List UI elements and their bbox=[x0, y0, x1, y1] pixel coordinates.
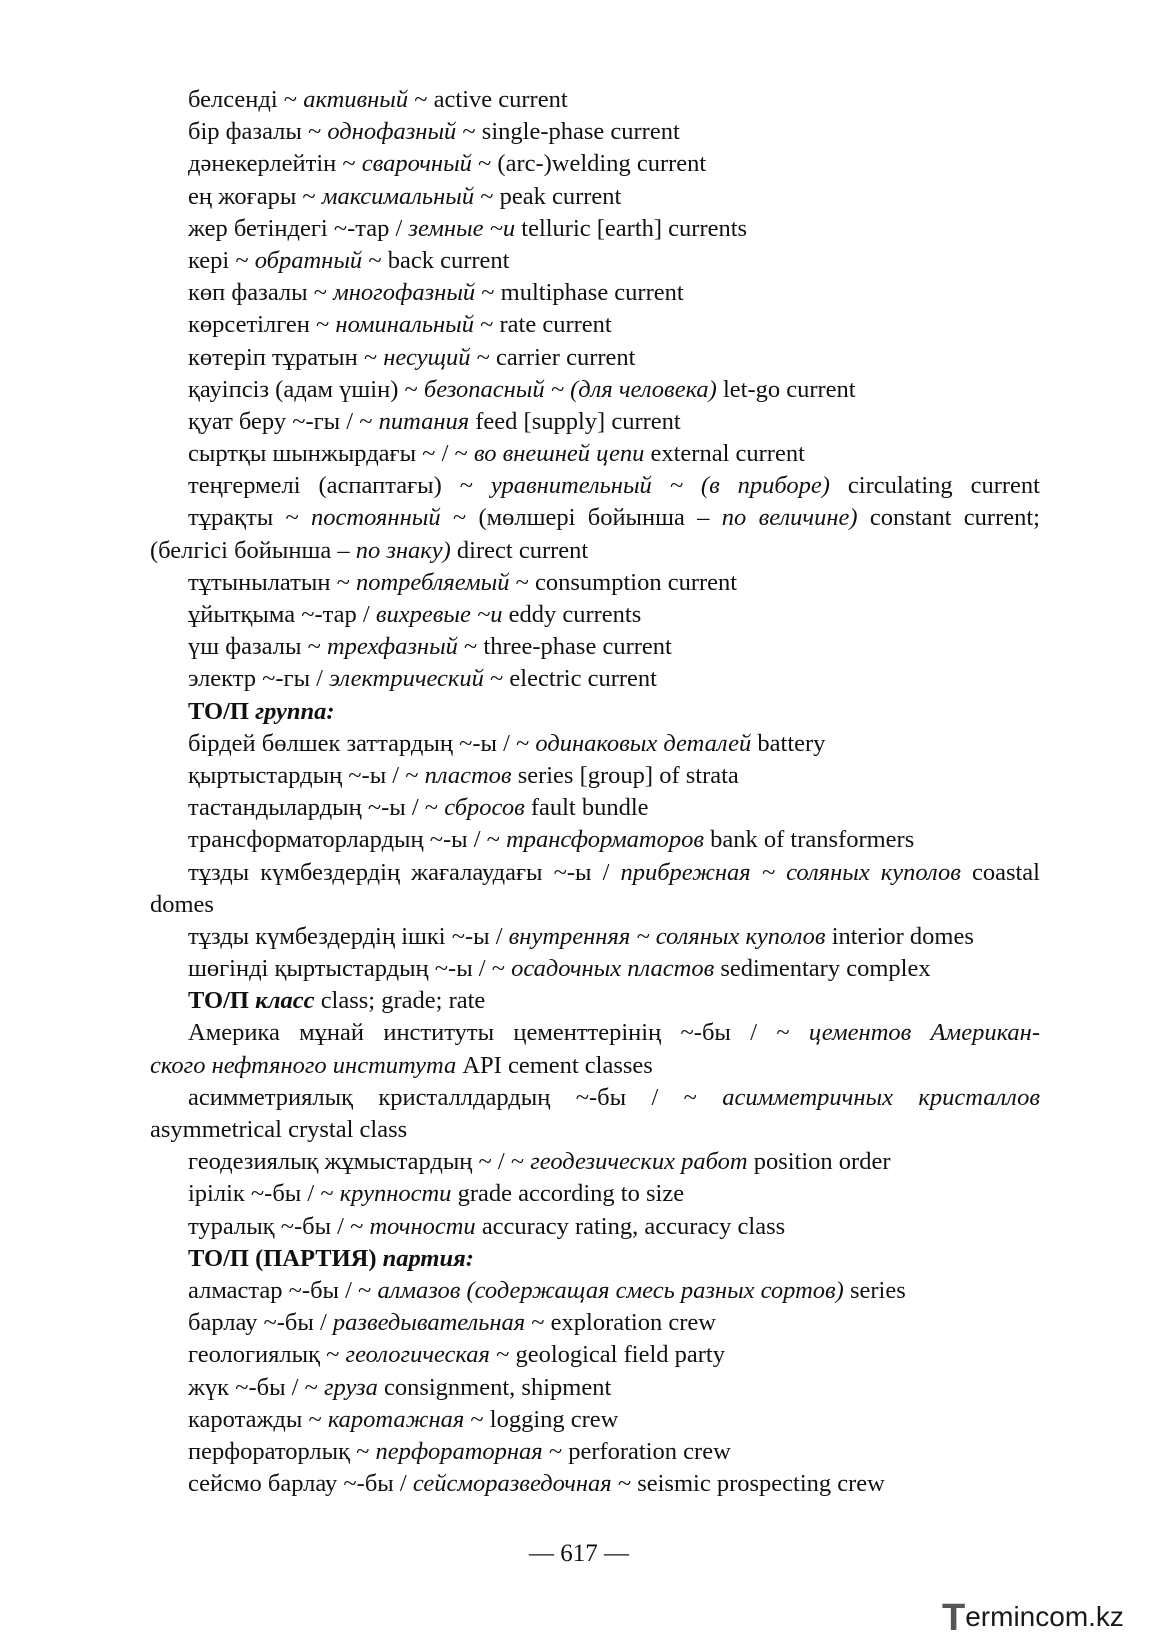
page-number: — 617 — bbox=[529, 1540, 629, 1567]
entry-line bbox=[150, 1243, 1040, 1275]
entry-text-italic: осадочных пластов bbox=[511, 955, 715, 983]
entry-line bbox=[150, 277, 1040, 309]
entry-line bbox=[150, 438, 1040, 470]
entry-line bbox=[150, 1050, 1040, 1082]
entry-line bbox=[150, 535, 1040, 567]
entry-text-italic: по величине) bbox=[721, 504, 858, 532]
entry-text: шөгінді қыртыстардың ~-ы / ~ bbox=[188, 955, 512, 983]
entry-line bbox=[150, 245, 1040, 277]
entry-text: let-go current bbox=[716, 375, 856, 403]
entry-line bbox=[150, 1339, 1040, 1371]
entry-text: үш фазалы ~ bbox=[188, 633, 327, 661]
entry-text-italic: номинальный bbox=[335, 311, 475, 339]
entry-text: ~ back current bbox=[362, 246, 510, 274]
entry-line bbox=[150, 760, 1040, 792]
entry-text-italic: по знаку) bbox=[355, 536, 451, 564]
entry-text-italic: пластов bbox=[424, 761, 512, 789]
dictionary-entries bbox=[150, 84, 1040, 1500]
entry-heading: группа: bbox=[255, 697, 335, 725]
entry-text-italic: цементов Американ- bbox=[808, 1019, 1040, 1047]
entry-text: көрсетілген ~ bbox=[188, 311, 336, 339]
entry-text: көп фазалы ~ bbox=[188, 279, 334, 307]
entry-text: sedimentary complex bbox=[714, 955, 931, 983]
entry-text: геологиялық ~ bbox=[188, 1341, 346, 1369]
entry-text: accuracy rating, accuracy class bbox=[475, 1212, 786, 1240]
entry-text-italic: безопасный ~ (для человека) bbox=[423, 375, 717, 403]
entry-line bbox=[150, 599, 1040, 631]
entry-text: қуат беру ~-гы / ~ bbox=[188, 407, 379, 435]
entry-text-italic: несущий bbox=[383, 343, 471, 371]
entry-text: (белгісі бойынша – bbox=[150, 536, 356, 564]
entry-text: ~ peak current bbox=[474, 182, 622, 210]
entry-text-italic: трехфазный bbox=[326, 633, 458, 661]
entry-text: көтеріп тұратын ~ bbox=[188, 343, 384, 371]
entry-text: coastal bbox=[960, 858, 1040, 886]
entry-line bbox=[150, 953, 1040, 985]
entry-text: барлау ~-бы / bbox=[188, 1309, 333, 1337]
entry-text: ~ carrier current bbox=[470, 343, 636, 371]
entry-text: алмастар ~-бы / ~ bbox=[188, 1276, 378, 1304]
entry-text: ең жоғары ~ bbox=[188, 182, 322, 210]
entry-line bbox=[150, 213, 1040, 245]
entry-text: геодезиялық жұмыстардың ~ / ~ bbox=[188, 1148, 531, 1176]
entry-line bbox=[150, 1307, 1040, 1339]
logo-text: ermincо bbox=[965, 1601, 1065, 1632]
entry-text-italic: сбросов bbox=[444, 794, 525, 822]
entry-text: ірілік ~-бы / ~ bbox=[188, 1180, 340, 1208]
entry-text: ~ consumption current bbox=[509, 568, 738, 596]
entry-text: бір фазалы ~ bbox=[188, 118, 328, 146]
entry-line bbox=[150, 1146, 1040, 1178]
entry-text-italic: алмазов (содержащая смесь разных сортов) bbox=[377, 1276, 844, 1304]
entry-text: ~ rate current bbox=[474, 311, 612, 339]
entry-text: eddy currents bbox=[502, 601, 642, 628]
entry-text: кері ~ bbox=[188, 246, 255, 274]
entry-line bbox=[150, 1436, 1040, 1468]
entry-text: ~ logging crew bbox=[464, 1405, 619, 1433]
entry-text-italic: электрический bbox=[329, 665, 484, 693]
entry-text: direct current bbox=[450, 536, 589, 564]
entry-text: жер бетіндегі ~-тар / bbox=[188, 214, 409, 242]
entry-text: белсенді ~ bbox=[188, 86, 304, 113]
entry-text: каротажды ~ bbox=[188, 1405, 328, 1433]
entry-heading: ТО/П bbox=[188, 697, 256, 725]
entry-text: дәнекерлейтін ~ bbox=[188, 150, 362, 178]
entry-text: ~ multiphase current bbox=[475, 279, 684, 307]
entry-line bbox=[150, 921, 1040, 953]
entry-text-italic: потребляемый bbox=[355, 568, 510, 596]
entry-text-italic: однофазный bbox=[327, 118, 457, 146]
entry-line bbox=[150, 567, 1040, 599]
entry-text: external current bbox=[644, 440, 805, 468]
entry-text-italic: каротажная bbox=[327, 1405, 465, 1433]
entry-text: asymmetrical crystal class bbox=[150, 1116, 408, 1143]
entry-line bbox=[150, 792, 1040, 824]
entry-line bbox=[150, 1178, 1040, 1210]
entry-line bbox=[150, 342, 1040, 374]
entry-line bbox=[150, 502, 1040, 534]
entry-text-italic: геодезических работ bbox=[530, 1148, 748, 1176]
entry-text: ~ seismic prospecting crew bbox=[611, 1470, 885, 1498]
entry-text: перфораторлық ~ bbox=[188, 1437, 376, 1465]
entry-line bbox=[150, 889, 1040, 921]
entry-line bbox=[150, 857, 1040, 889]
entry-text: электр ~-гы / bbox=[188, 665, 330, 693]
entry-text: grade according to size bbox=[451, 1180, 685, 1208]
entry-text: domes bbox=[150, 890, 214, 918]
entry-line bbox=[150, 406, 1040, 438]
entry-text-italic: максимальный bbox=[321, 182, 475, 210]
entry-text-italic: груза bbox=[323, 1373, 378, 1401]
entry-text: тастандылардың ~-ы / ~ bbox=[188, 794, 445, 822]
entry-text: бірдей бөлшек заттардың ~-ы / ~ bbox=[188, 729, 536, 757]
entry-text: тұзды күмбездердің жағалаудағы ~-ы / bbox=[188, 858, 621, 886]
entry-text-italic: активный bbox=[303, 86, 409, 113]
logo-letter: T bbox=[942, 1597, 966, 1639]
entry-line bbox=[150, 728, 1040, 760]
entry-line bbox=[150, 1017, 1040, 1049]
entry-line bbox=[150, 1404, 1040, 1436]
entry-text: сейсмо барлау ~-бы / bbox=[188, 1470, 413, 1498]
entry-text-italic: питания bbox=[378, 407, 470, 435]
entry-text: series bbox=[843, 1276, 906, 1304]
entry-text-italic: вихревые ~и bbox=[375, 601, 503, 628]
entry-text: ~ (arc-)welding current bbox=[471, 150, 707, 178]
entry-line bbox=[150, 116, 1040, 148]
entry-heading: ТО/П (ПАРТИЯ) bbox=[188, 1244, 383, 1272]
entry-text-italic: во внешней цепи bbox=[473, 440, 645, 468]
entry-heading: ТО/П bbox=[188, 987, 256, 1015]
entry-line bbox=[150, 1275, 1040, 1307]
entry-text-italic: внутренняя ~ соляных куполов bbox=[508, 922, 826, 950]
entry-text-italic: сейсморазведочная bbox=[412, 1470, 612, 1498]
entry-text-italic: ского нефтяного института bbox=[150, 1051, 457, 1079]
entry-line bbox=[150, 696, 1040, 728]
entry-text-italic: асимметричных кристаллов bbox=[722, 1083, 1040, 1111]
entry-text: теңгермелі (аспаптағы) ~ bbox=[188, 472, 491, 500]
entry-text-italic: трансформаторов bbox=[506, 826, 704, 854]
entry-text: interior domes bbox=[825, 922, 974, 950]
entry-line bbox=[150, 374, 1040, 406]
entry-text: тұзды күмбездердің ішкі ~-ы / bbox=[188, 922, 509, 950]
entry-text: ұйытқыма ~-тар / bbox=[188, 601, 376, 628]
entry-line bbox=[150, 1211, 1040, 1243]
entry-text: ~ active current bbox=[408, 86, 568, 113]
entry-text-italic: обратный bbox=[254, 246, 363, 274]
entry-text: туралық ~-бы / ~ bbox=[188, 1212, 370, 1240]
entry-line bbox=[150, 1114, 1040, 1146]
entry-line bbox=[150, 181, 1040, 213]
entry-text: constant current; bbox=[857, 504, 1040, 532]
entry-text: consignment, shipment bbox=[377, 1373, 612, 1401]
entry-text: position order bbox=[747, 1148, 891, 1176]
entry-text-italic: прибрежная ~ соляных куполов bbox=[620, 858, 961, 886]
entry-text-italic: геологическая bbox=[345, 1341, 490, 1369]
entry-text: асимметриялық кристаллдардың ~-бы / ~ bbox=[188, 1083, 723, 1111]
entry-line bbox=[150, 631, 1040, 663]
entry-text: қыртыстардың ~-ы / ~ bbox=[188, 761, 425, 789]
entry-line bbox=[150, 148, 1040, 180]
entry-line bbox=[150, 470, 1040, 502]
logo-domain: m.kz bbox=[1064, 1601, 1124, 1632]
entry-text: class; grade; rate bbox=[314, 987, 486, 1015]
termincom-logo[interactable] bbox=[942, 1597, 1152, 1639]
entry-text: telluric [earth] currents bbox=[515, 214, 748, 242]
entry-line bbox=[150, 1372, 1040, 1404]
entry-text: bank of transformers bbox=[704, 826, 915, 854]
entry-line bbox=[150, 985, 1040, 1017]
entry-text: ~ electric current bbox=[483, 665, 657, 693]
entry-text: series [group] of strata bbox=[511, 761, 739, 789]
entry-text: ~ single-phase current bbox=[456, 118, 680, 146]
entry-text: трансформаторлардың ~-ы / ~ bbox=[188, 826, 507, 854]
entry-line bbox=[150, 309, 1040, 341]
entry-text: Америка мұнай институты цементтерінің ~-бы / ~ bbox=[188, 1019, 809, 1047]
entry-text: тұтынылатын ~ bbox=[188, 568, 356, 596]
entry-text: circulating current bbox=[829, 472, 1040, 500]
entry-line bbox=[150, 84, 1040, 116]
entry-text: тұрақты ~ bbox=[188, 504, 312, 532]
entry-text-italic: постоянный bbox=[311, 504, 441, 532]
entry-text-italic: сварочный bbox=[361, 150, 472, 178]
entry-text: ~ geological field party bbox=[489, 1341, 725, 1369]
entry-text: ~ three-phase current bbox=[457, 633, 672, 661]
entry-text-italic: разведывательная bbox=[332, 1309, 526, 1337]
entry-line bbox=[150, 663, 1040, 695]
entry-text: қауіпсіз (адам үшін) ~ bbox=[188, 375, 424, 403]
entry-text-italic: крупности bbox=[339, 1180, 452, 1208]
entry-text: battery bbox=[751, 729, 826, 757]
entry-text-italic: многофазный bbox=[333, 279, 476, 307]
entry-heading: класс bbox=[255, 987, 315, 1015]
entry-text-italic: земные ~и bbox=[408, 214, 516, 242]
entry-line bbox=[150, 1468, 1040, 1500]
entry-text-italic: уравнительный ~ (в приборе) bbox=[490, 472, 830, 500]
entry-text: fault bundle bbox=[524, 794, 649, 822]
entry-text: feed [supply] current bbox=[469, 407, 681, 435]
entry-line bbox=[150, 824, 1040, 856]
entry-text-italic: одинаковых деталей bbox=[535, 729, 752, 757]
entry-text: API cement classes bbox=[456, 1051, 653, 1079]
entry-text-italic: перфораторная bbox=[375, 1437, 543, 1465]
entry-text: ~ perforation crew bbox=[542, 1437, 731, 1465]
entry-text-italic: точности bbox=[369, 1212, 476, 1240]
entry-text: ~ exploration crew bbox=[525, 1309, 716, 1337]
entry-text: жүк ~-бы / ~ bbox=[188, 1373, 324, 1401]
entry-heading: партия: bbox=[382, 1244, 474, 1272]
entry-line bbox=[150, 1082, 1040, 1114]
entry-text: ~ (мөлшері бойынша – bbox=[440, 504, 722, 532]
entry-text: сыртқы шынжырдағы ~ / ~ bbox=[188, 440, 474, 468]
